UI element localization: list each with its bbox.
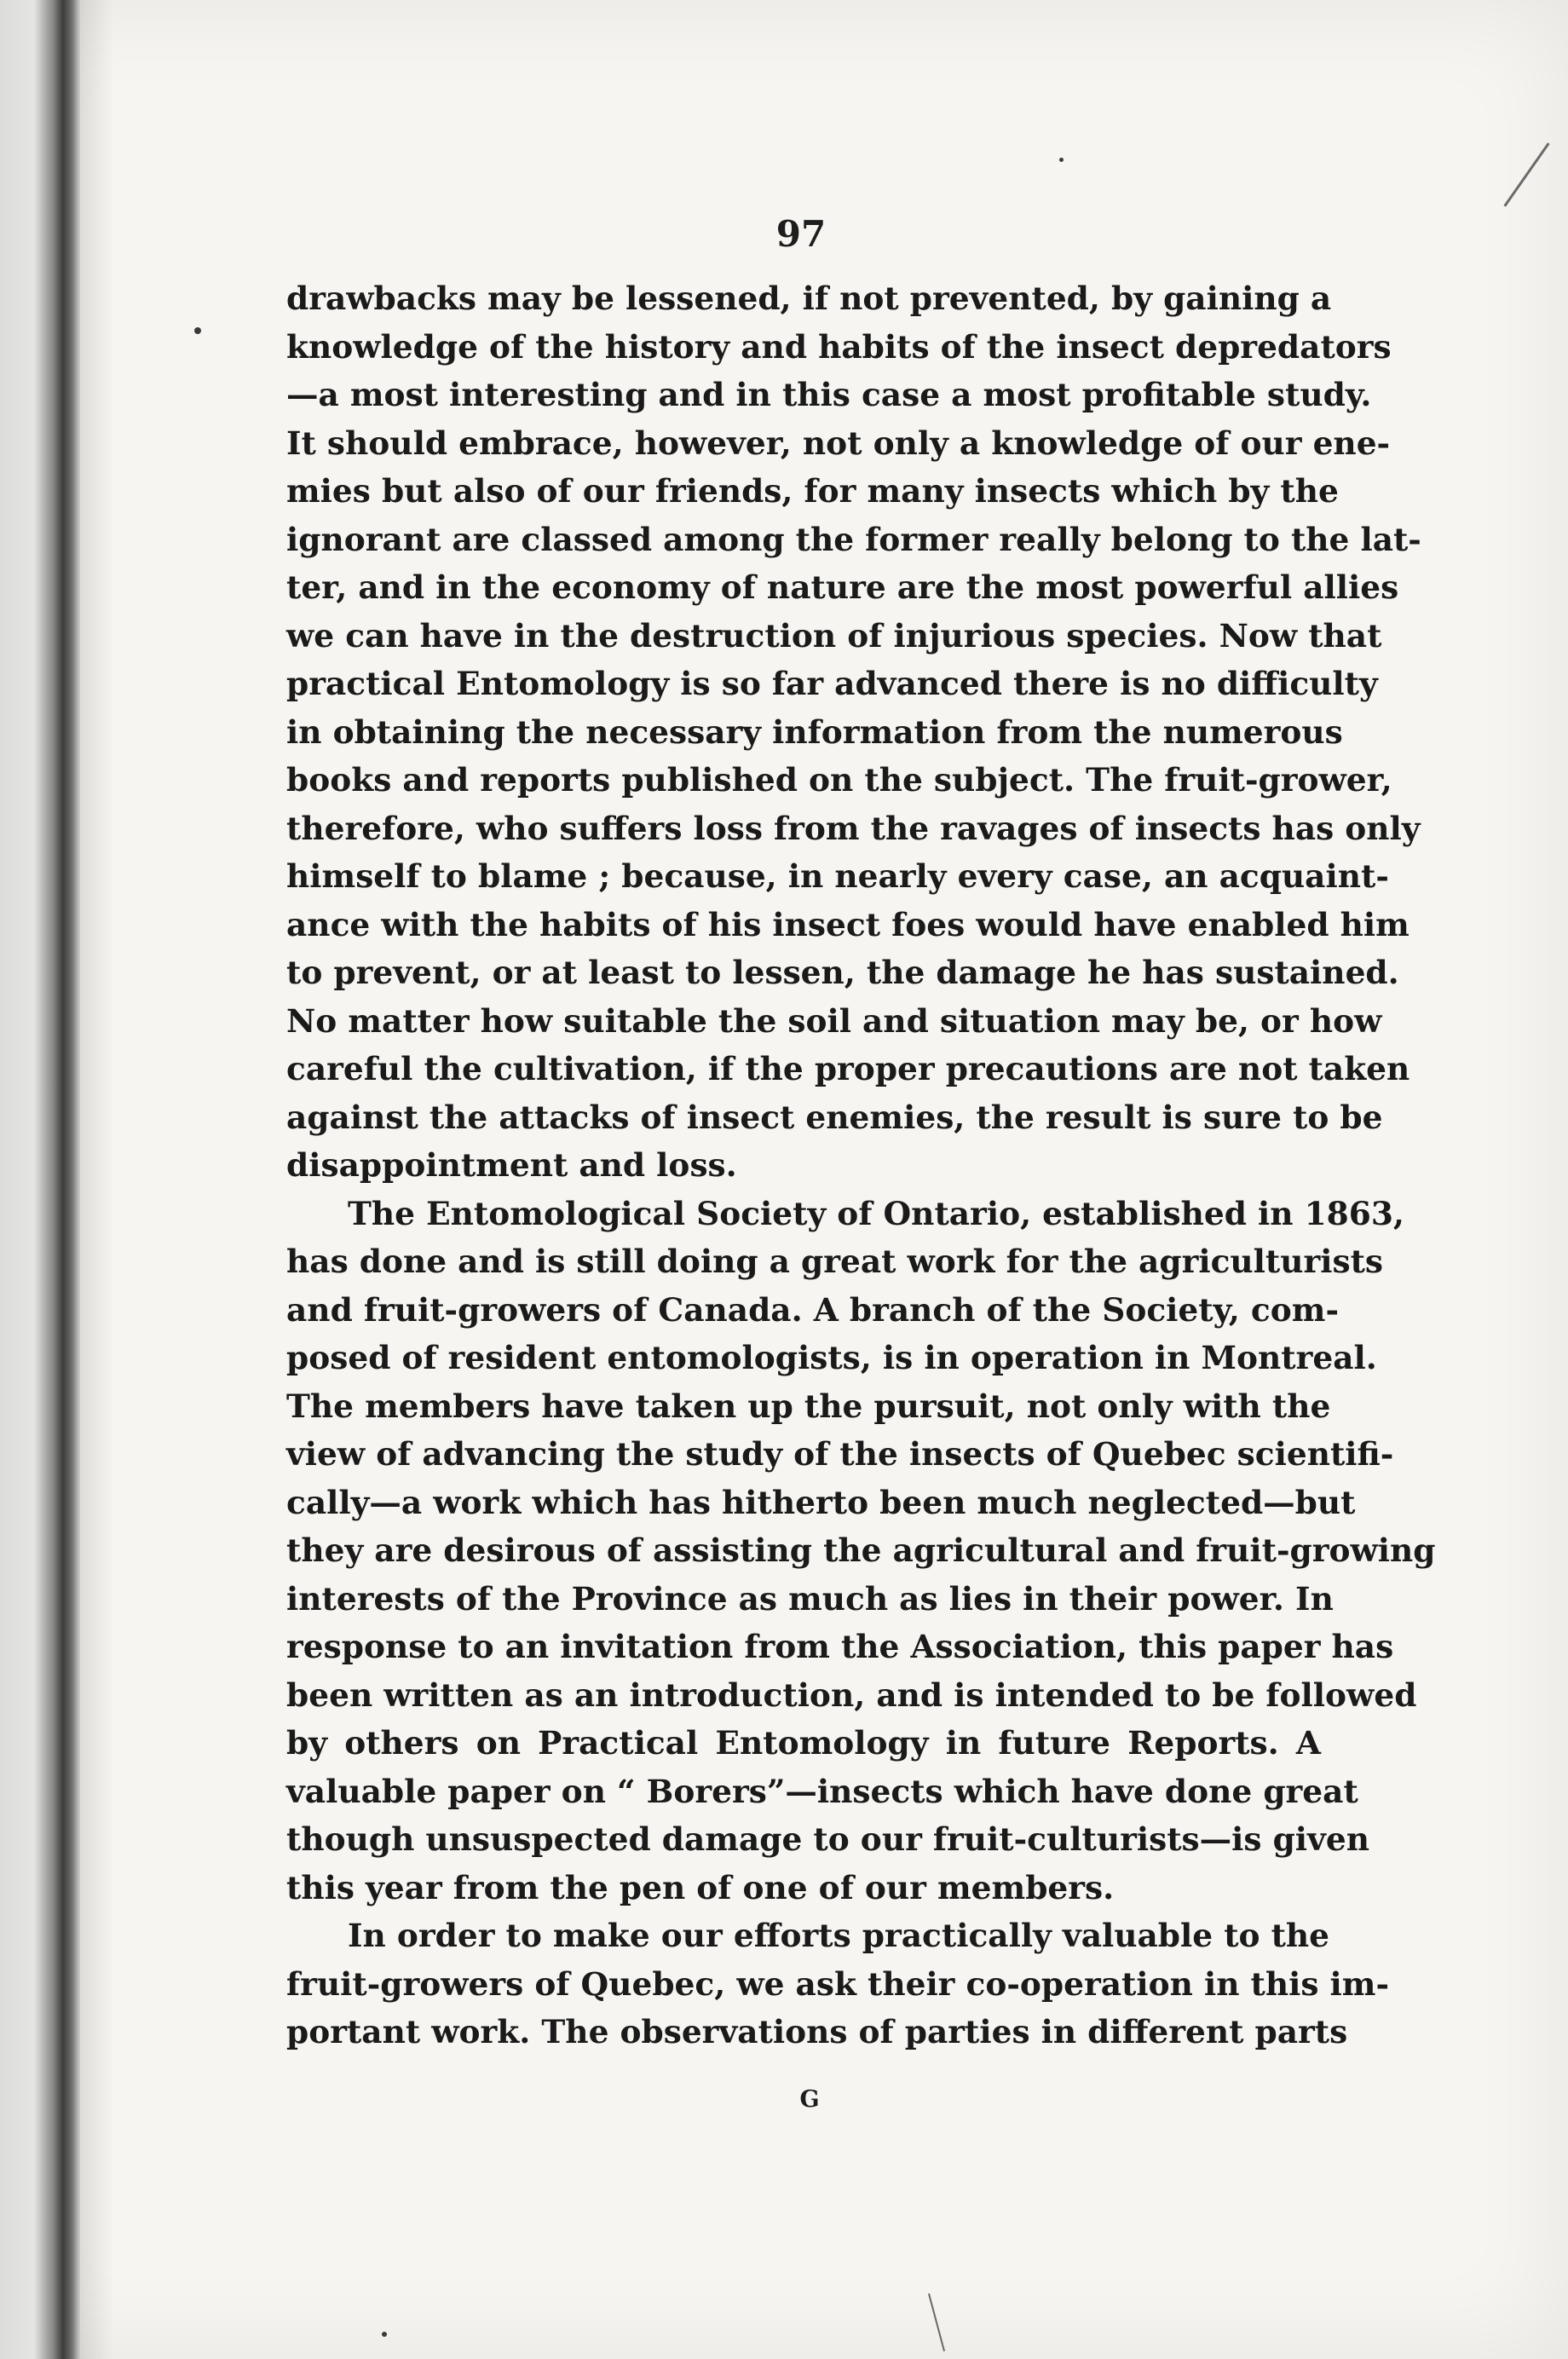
text-line: view of advancing the study of the insects of Quebec scientifi- [286, 1435, 1394, 1473]
text-line: posed of resident entomologists, is in operation in Montreal. [286, 1339, 1377, 1376]
text-line: and fruit-growers of Canada. A branch of the Society, com- [286, 1290, 1340, 1329]
text-line: practical Entomology is so far advanced there is no difficulty [286, 665, 1378, 702]
text-line: cally—a work which has hitherto been much neglected—but [286, 1483, 1356, 1521]
text-line: by others on Practical Entomology in future Reports. A [286, 1724, 1321, 1762]
text-line: against the attacks of insect enemies, the result is sure to be [286, 1098, 1383, 1136]
text-line: disappointment and loss. [286, 1146, 737, 1184]
body-text [286, 274, 1436, 2056]
text-line: knowledge of the history and habits of the insect depredators [286, 327, 1392, 366]
text-line: himself to blame ; because, in nearly every case, an acquaint- [286, 857, 1389, 895]
signature-mark: G [799, 2086, 820, 2113]
text-line: in obtaining the necessary information from the numerous [286, 712, 1343, 751]
edge-scratch [928, 2293, 945, 2351]
text-line: It should embrace, however, not only a knowledge of our ene- [286, 424, 1391, 462]
text-line: response to an invitation from the Association, this paper has [286, 1628, 1394, 1665]
text-line: this year from the pen of one of our members. [286, 1868, 1115, 1906]
text-line: books and reports published on the subject. The fruit-grower, [286, 761, 1392, 799]
text-line: mies but also of our friends, for many insects which by the [286, 472, 1339, 510]
text-line: fruit-growers of Quebec, we ask their co-operation in this im- [286, 1964, 1390, 2003]
text-line: they are desirous of assisting the agricultural and fruit-growing [286, 1531, 1436, 1569]
text-line: In order to make our efforts practically valuable to the [348, 1917, 1330, 1954]
text-line: been written as an introduction, and is intended to be followed [286, 1676, 1417, 1714]
text-line: The Entomological Society of Ontario, established in 1863, [348, 1194, 1404, 1232]
text-line: ance with the habits of his insect foes would have enabled him [286, 905, 1409, 943]
text-line: The members have taken up the pursuit, not only with the [286, 1387, 1331, 1425]
text-line: valuable paper on “ Borers”—insects which have done great [286, 1772, 1358, 1810]
text-line: therefore, who suffers loss from the ravages of insects has only [286, 809, 1421, 847]
edge-scratch [1503, 142, 1549, 206]
text-line: drawbacks may be lessened, if not prevented, by gaining a [286, 280, 1332, 317]
text-line: we can have in the destruction of injurious species. Now that [286, 616, 1382, 655]
margin-dot [382, 2332, 387, 2337]
binding-shadow [80, 0, 114, 2359]
text-line: interests of the Province as much as lies in their power. In [286, 1579, 1334, 1618]
margin-dot [194, 327, 201, 334]
text-line: ter, and in the economy of nature are the most powerful allies [286, 568, 1399, 606]
binding-edge [0, 0, 80, 2359]
text-line: ignorant are classed among the former really belong to the lat- [286, 520, 1421, 558]
page-number: 97 [775, 213, 827, 255]
text-line: —a most interesting and in this case a most profitable study. [286, 376, 1372, 413]
margin-dot [1059, 158, 1064, 162]
text-line: No matter how suitable the soil and situation may be, or how [286, 1001, 1382, 1040]
text-line: has done and is still doing a great work for the agriculturists [286, 1243, 1384, 1280]
text-line: portant work. The observations of parties in different parts [286, 2013, 1348, 2050]
text-line: to prevent, or at least to lessen, the damage he has sustained. [286, 954, 1399, 991]
text-line: though unsuspected damage to our fruit-culturists—is given [286, 1820, 1369, 1858]
text-line: careful the cultivation, if the proper precautions are not taken [286, 1050, 1410, 1087]
